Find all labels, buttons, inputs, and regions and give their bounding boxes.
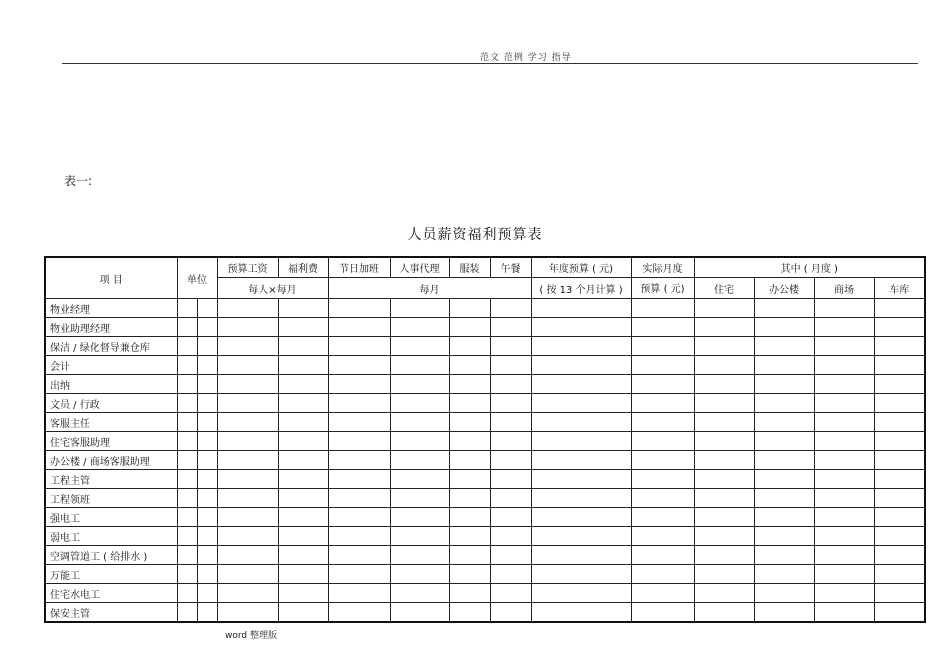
table-cell — [631, 527, 694, 546]
table-cell — [328, 508, 390, 527]
table-cell — [874, 299, 925, 318]
table-cell — [449, 527, 490, 546]
table-cell — [754, 318, 814, 337]
header-uniform: 服装 — [449, 257, 490, 278]
table-cell — [390, 451, 449, 470]
row-item-label: 办公楼 / 商场客服助理 — [45, 451, 177, 470]
subheader-per-person-month: 每人×每月 — [217, 278, 328, 299]
table-cell — [814, 394, 874, 413]
table-cell — [177, 413, 197, 432]
table-cell — [490, 508, 531, 527]
table-cell — [390, 318, 449, 337]
header-welfare: 福利费 — [278, 257, 328, 278]
row-item-label: 会计 — [45, 356, 177, 375]
table-cell — [531, 508, 631, 527]
table-cell — [177, 584, 197, 603]
table-cell — [390, 394, 449, 413]
table-cell — [449, 318, 490, 337]
row-item-label: 住宅水电工 — [45, 584, 177, 603]
header-divider — [62, 63, 918, 64]
table-cell — [490, 470, 531, 489]
table-cell — [754, 470, 814, 489]
page-header-text: 范文 范例 学习 指导 — [480, 53, 572, 63]
table-cell — [177, 527, 197, 546]
table-cell — [328, 394, 390, 413]
table-cell — [814, 527, 874, 546]
table-cell — [328, 489, 390, 508]
table-cell — [217, 584, 278, 603]
table-cell — [631, 489, 694, 508]
table-cell — [490, 299, 531, 318]
table-cell — [694, 356, 754, 375]
table-cell — [814, 413, 874, 432]
table-cell — [814, 603, 874, 623]
table-cell — [278, 508, 328, 527]
table-cell — [490, 584, 531, 603]
table-cell — [449, 508, 490, 527]
table-cell — [754, 451, 814, 470]
table-cell — [754, 299, 814, 318]
header-hr-agency: 人事代理 — [390, 257, 449, 278]
table-cell — [754, 356, 814, 375]
table-cell — [631, 337, 694, 356]
table-cell — [217, 470, 278, 489]
table-cell — [177, 603, 197, 623]
table-cell — [531, 375, 631, 394]
table-cell — [177, 432, 197, 451]
table-cell — [197, 375, 217, 394]
table-cell — [197, 394, 217, 413]
row-item-label: 万能工 — [45, 565, 177, 584]
table-cell — [278, 299, 328, 318]
table-cell — [531, 489, 631, 508]
table-cell — [531, 413, 631, 432]
table-cell — [490, 356, 531, 375]
table-cell — [814, 565, 874, 584]
table-cell — [177, 451, 197, 470]
table-cell — [449, 584, 490, 603]
table-cell — [694, 432, 754, 451]
table-cell — [328, 451, 390, 470]
table-cell — [531, 603, 631, 623]
table-cell — [531, 584, 631, 603]
header-item: 项 目 — [45, 257, 177, 299]
table-cell — [197, 527, 217, 546]
header-unit: 单位 — [177, 257, 217, 299]
table-cell — [278, 603, 328, 623]
header-actual-monthly-line1: 实际月度 — [631, 257, 694, 278]
table-cell — [874, 584, 925, 603]
table-cell — [390, 489, 449, 508]
table-cell — [197, 470, 217, 489]
table-cell — [278, 527, 328, 546]
table-cell — [490, 489, 531, 508]
header-annual-budget: 年度预算 ( 元) — [531, 257, 631, 278]
row-item-label: 工程主管 — [45, 470, 177, 489]
table-cell — [874, 451, 925, 470]
table-cell — [278, 375, 328, 394]
row-item-label: 物业助理经理 — [45, 318, 177, 337]
table-cell — [531, 394, 631, 413]
table-cell — [449, 337, 490, 356]
table-cell — [328, 603, 390, 623]
table-row — [45, 584, 925, 603]
table-cell — [449, 299, 490, 318]
table-cell — [694, 413, 754, 432]
table-cell — [278, 546, 328, 565]
table-cell — [217, 318, 278, 337]
header-lunch: 午餐 — [490, 257, 531, 278]
table-cell — [177, 337, 197, 356]
table-cell — [814, 356, 874, 375]
table-cell — [631, 356, 694, 375]
footer-text: word 整理版 — [225, 631, 277, 641]
table-cell — [449, 603, 490, 623]
table-cell — [694, 546, 754, 565]
table-cell — [531, 356, 631, 375]
table-cell — [754, 527, 814, 546]
table-cell — [631, 318, 694, 337]
table-cell — [197, 489, 217, 508]
table-cell — [449, 565, 490, 584]
table-cell — [531, 337, 631, 356]
table-cell — [390, 356, 449, 375]
table-cell — [390, 413, 449, 432]
table-cell — [449, 413, 490, 432]
table-cell — [217, 356, 278, 375]
table-cell — [177, 318, 197, 337]
table-cell — [531, 299, 631, 318]
table-cell — [390, 565, 449, 584]
table-row — [45, 318, 925, 337]
table-cell — [631, 508, 694, 527]
table-cell — [490, 318, 531, 337]
table-cell — [197, 318, 217, 337]
table-cell — [754, 489, 814, 508]
table-cell — [390, 337, 449, 356]
table-cell — [197, 337, 217, 356]
table-cell — [814, 584, 874, 603]
row-item-label: 保安主管 — [45, 603, 177, 623]
table-cell — [814, 375, 874, 394]
table-cell — [874, 470, 925, 489]
table-cell — [278, 470, 328, 489]
table-cell — [531, 527, 631, 546]
row-item-label: 文员 / 行政 — [45, 394, 177, 413]
table-cell — [217, 565, 278, 584]
table-cell — [874, 318, 925, 337]
table-cell — [197, 413, 217, 432]
table-cell — [328, 337, 390, 356]
table-cell — [631, 451, 694, 470]
header-row-1 — [45, 257, 925, 278]
table-cell — [177, 470, 197, 489]
table-cell — [197, 451, 217, 470]
table-cell — [197, 508, 217, 527]
header-of-which: 其中 ( 月度 ) — [694, 257, 925, 278]
table-cell — [490, 546, 531, 565]
table-cell — [874, 432, 925, 451]
table-cell — [177, 356, 197, 375]
table-cell — [328, 527, 390, 546]
table-cell — [874, 356, 925, 375]
table-cell — [694, 394, 754, 413]
table-cell — [531, 451, 631, 470]
table-cell — [278, 432, 328, 451]
table-cell — [631, 603, 694, 623]
table-cell — [631, 584, 694, 603]
row-item-label: 弱电工 — [45, 527, 177, 546]
header-actual-monthly-line2: 预算 ( 元) — [631, 278, 694, 299]
header-mall: 商场 — [814, 278, 874, 299]
row-item-label: 物业经理 — [45, 299, 177, 318]
table-cell — [278, 337, 328, 356]
table-cell — [814, 432, 874, 451]
subheader-monthly: 每月 — [328, 278, 531, 299]
table-cell — [874, 413, 925, 432]
table-cell — [217, 508, 278, 527]
table-cell — [754, 603, 814, 623]
table-cell — [874, 546, 925, 565]
table-cell — [631, 375, 694, 394]
table-cell — [490, 603, 531, 623]
header-office: 办公楼 — [754, 278, 814, 299]
table-row — [45, 565, 925, 584]
table-label: 表一: — [64, 174, 93, 188]
header-residential: 住宅 — [694, 278, 754, 299]
table-cell — [217, 413, 278, 432]
table-cell — [694, 375, 754, 394]
table-cell — [754, 432, 814, 451]
table-row — [45, 451, 925, 470]
table-cell — [278, 489, 328, 508]
table-cell — [278, 451, 328, 470]
table-cell — [449, 451, 490, 470]
table-cell — [631, 299, 694, 318]
table-cell — [754, 508, 814, 527]
table-cell — [197, 432, 217, 451]
table-cell — [754, 413, 814, 432]
table-cell — [328, 299, 390, 318]
table-cell — [328, 432, 390, 451]
header-budget-salary: 预算工资 — [217, 257, 278, 278]
table-cell — [278, 565, 328, 584]
table-cell — [449, 375, 490, 394]
header-garage: 车库 — [874, 278, 925, 299]
table-cell — [449, 432, 490, 451]
row-item-label: 住宅客服助理 — [45, 432, 177, 451]
table-cell — [390, 584, 449, 603]
table-cell — [490, 394, 531, 413]
table-cell — [278, 356, 328, 375]
table-cell — [754, 337, 814, 356]
table-cell — [631, 565, 694, 584]
table-cell — [328, 413, 390, 432]
table-cell — [631, 432, 694, 451]
table-cell — [531, 546, 631, 565]
table-cell — [197, 584, 217, 603]
table-cell — [390, 375, 449, 394]
table-cell — [217, 337, 278, 356]
row-item-label: 客服主任 — [45, 413, 177, 432]
table-cell — [874, 375, 925, 394]
table-cell — [531, 470, 631, 489]
table-cell — [754, 546, 814, 565]
table-cell — [177, 299, 197, 318]
table-cell — [217, 489, 278, 508]
table-cell — [217, 432, 278, 451]
table-cell — [490, 413, 531, 432]
table-cell — [328, 470, 390, 489]
table-cell — [694, 451, 754, 470]
table-cell — [390, 432, 449, 451]
table-row — [45, 508, 925, 527]
row-item-label: 强电工 — [45, 508, 177, 527]
table-cell — [694, 470, 754, 489]
table-cell — [874, 508, 925, 527]
table-cell — [874, 527, 925, 546]
table-row — [45, 432, 925, 451]
table-cell — [694, 299, 754, 318]
table-cell — [390, 603, 449, 623]
table-cell — [390, 299, 449, 318]
table-cell — [217, 527, 278, 546]
table-cell — [278, 318, 328, 337]
table-cell — [177, 375, 197, 394]
table-cell — [390, 508, 449, 527]
table-cell — [449, 546, 490, 565]
table-cell — [328, 584, 390, 603]
table-cell — [631, 470, 694, 489]
table-cell — [531, 318, 631, 337]
table-cell — [814, 470, 874, 489]
table-cell — [490, 527, 531, 546]
document-title: 人员薪资福利预算表 — [407, 227, 543, 243]
table-cell — [490, 451, 531, 470]
table-row — [45, 299, 925, 318]
table-cell — [490, 432, 531, 451]
table-cell — [814, 337, 874, 356]
table-cell — [278, 584, 328, 603]
table-row — [45, 470, 925, 489]
table-cell — [531, 565, 631, 584]
table-cell — [490, 337, 531, 356]
row-item-label: 空调管道工 ( 给排水 ) — [45, 546, 177, 565]
row-item-label: 保洁 / 绿化督导兼仓库 — [45, 337, 177, 356]
table-cell — [390, 470, 449, 489]
table-cell — [490, 565, 531, 584]
table-cell — [814, 508, 874, 527]
table-cell — [177, 489, 197, 508]
table-cell — [449, 356, 490, 375]
table-row — [45, 394, 925, 413]
table-cell — [217, 546, 278, 565]
table-cell — [874, 489, 925, 508]
table-cell — [694, 527, 754, 546]
table-row — [45, 603, 925, 623]
table-cell — [754, 584, 814, 603]
table-row — [45, 527, 925, 546]
table-cell — [814, 489, 874, 508]
table-cell — [631, 413, 694, 432]
subheader-13-months: ( 按 13 个月计算 ) — [531, 278, 631, 299]
table-cell — [694, 318, 754, 337]
table-row — [45, 375, 925, 394]
table-cell — [278, 413, 328, 432]
table-cell — [874, 603, 925, 623]
table-cell — [814, 451, 874, 470]
table-cell — [874, 394, 925, 413]
table-cell — [197, 546, 217, 565]
table-cell — [278, 394, 328, 413]
table-row — [45, 546, 925, 565]
table-cell — [217, 394, 278, 413]
table-row — [45, 489, 925, 508]
table-cell — [814, 546, 874, 565]
table-cell — [694, 337, 754, 356]
table-cell — [694, 584, 754, 603]
table-cell — [197, 565, 217, 584]
table-cell — [328, 546, 390, 565]
header-holiday-overtime: 节日加班 — [328, 257, 390, 278]
table-cell — [217, 603, 278, 623]
table-cell — [328, 356, 390, 375]
table-cell — [694, 508, 754, 527]
table-cell — [449, 394, 490, 413]
table-cell — [814, 318, 874, 337]
table-cell — [754, 394, 814, 413]
table-cell — [490, 375, 531, 394]
table-cell — [217, 451, 278, 470]
table-cell — [177, 508, 197, 527]
table-row — [45, 413, 925, 432]
table-cell — [694, 565, 754, 584]
table-cell — [631, 546, 694, 565]
table-cell — [874, 337, 925, 356]
table-cell — [390, 527, 449, 546]
table-cell — [217, 299, 278, 318]
table-cell — [694, 603, 754, 623]
table-cell — [754, 565, 814, 584]
table-row — [45, 356, 925, 375]
table-cell — [197, 603, 217, 623]
table-cell — [754, 375, 814, 394]
table-cell — [328, 565, 390, 584]
table-cell — [177, 565, 197, 584]
table-cell — [531, 432, 631, 451]
row-item-label: 出纳 — [45, 375, 177, 394]
table-cell — [874, 565, 925, 584]
table-cell — [694, 489, 754, 508]
table-cell — [814, 299, 874, 318]
table-cell — [449, 470, 490, 489]
table-cell — [177, 546, 197, 565]
table-cell — [328, 318, 390, 337]
table-row — [45, 337, 925, 356]
table-cell — [328, 375, 390, 394]
table-cell — [217, 375, 278, 394]
row-item-label: 工程领班 — [45, 489, 177, 508]
table-cell — [449, 489, 490, 508]
table-cell — [631, 394, 694, 413]
table-cell — [390, 546, 449, 565]
salary-budget-table — [44, 256, 926, 623]
table-cell — [197, 299, 217, 318]
table-cell — [197, 356, 217, 375]
table-cell — [177, 394, 197, 413]
